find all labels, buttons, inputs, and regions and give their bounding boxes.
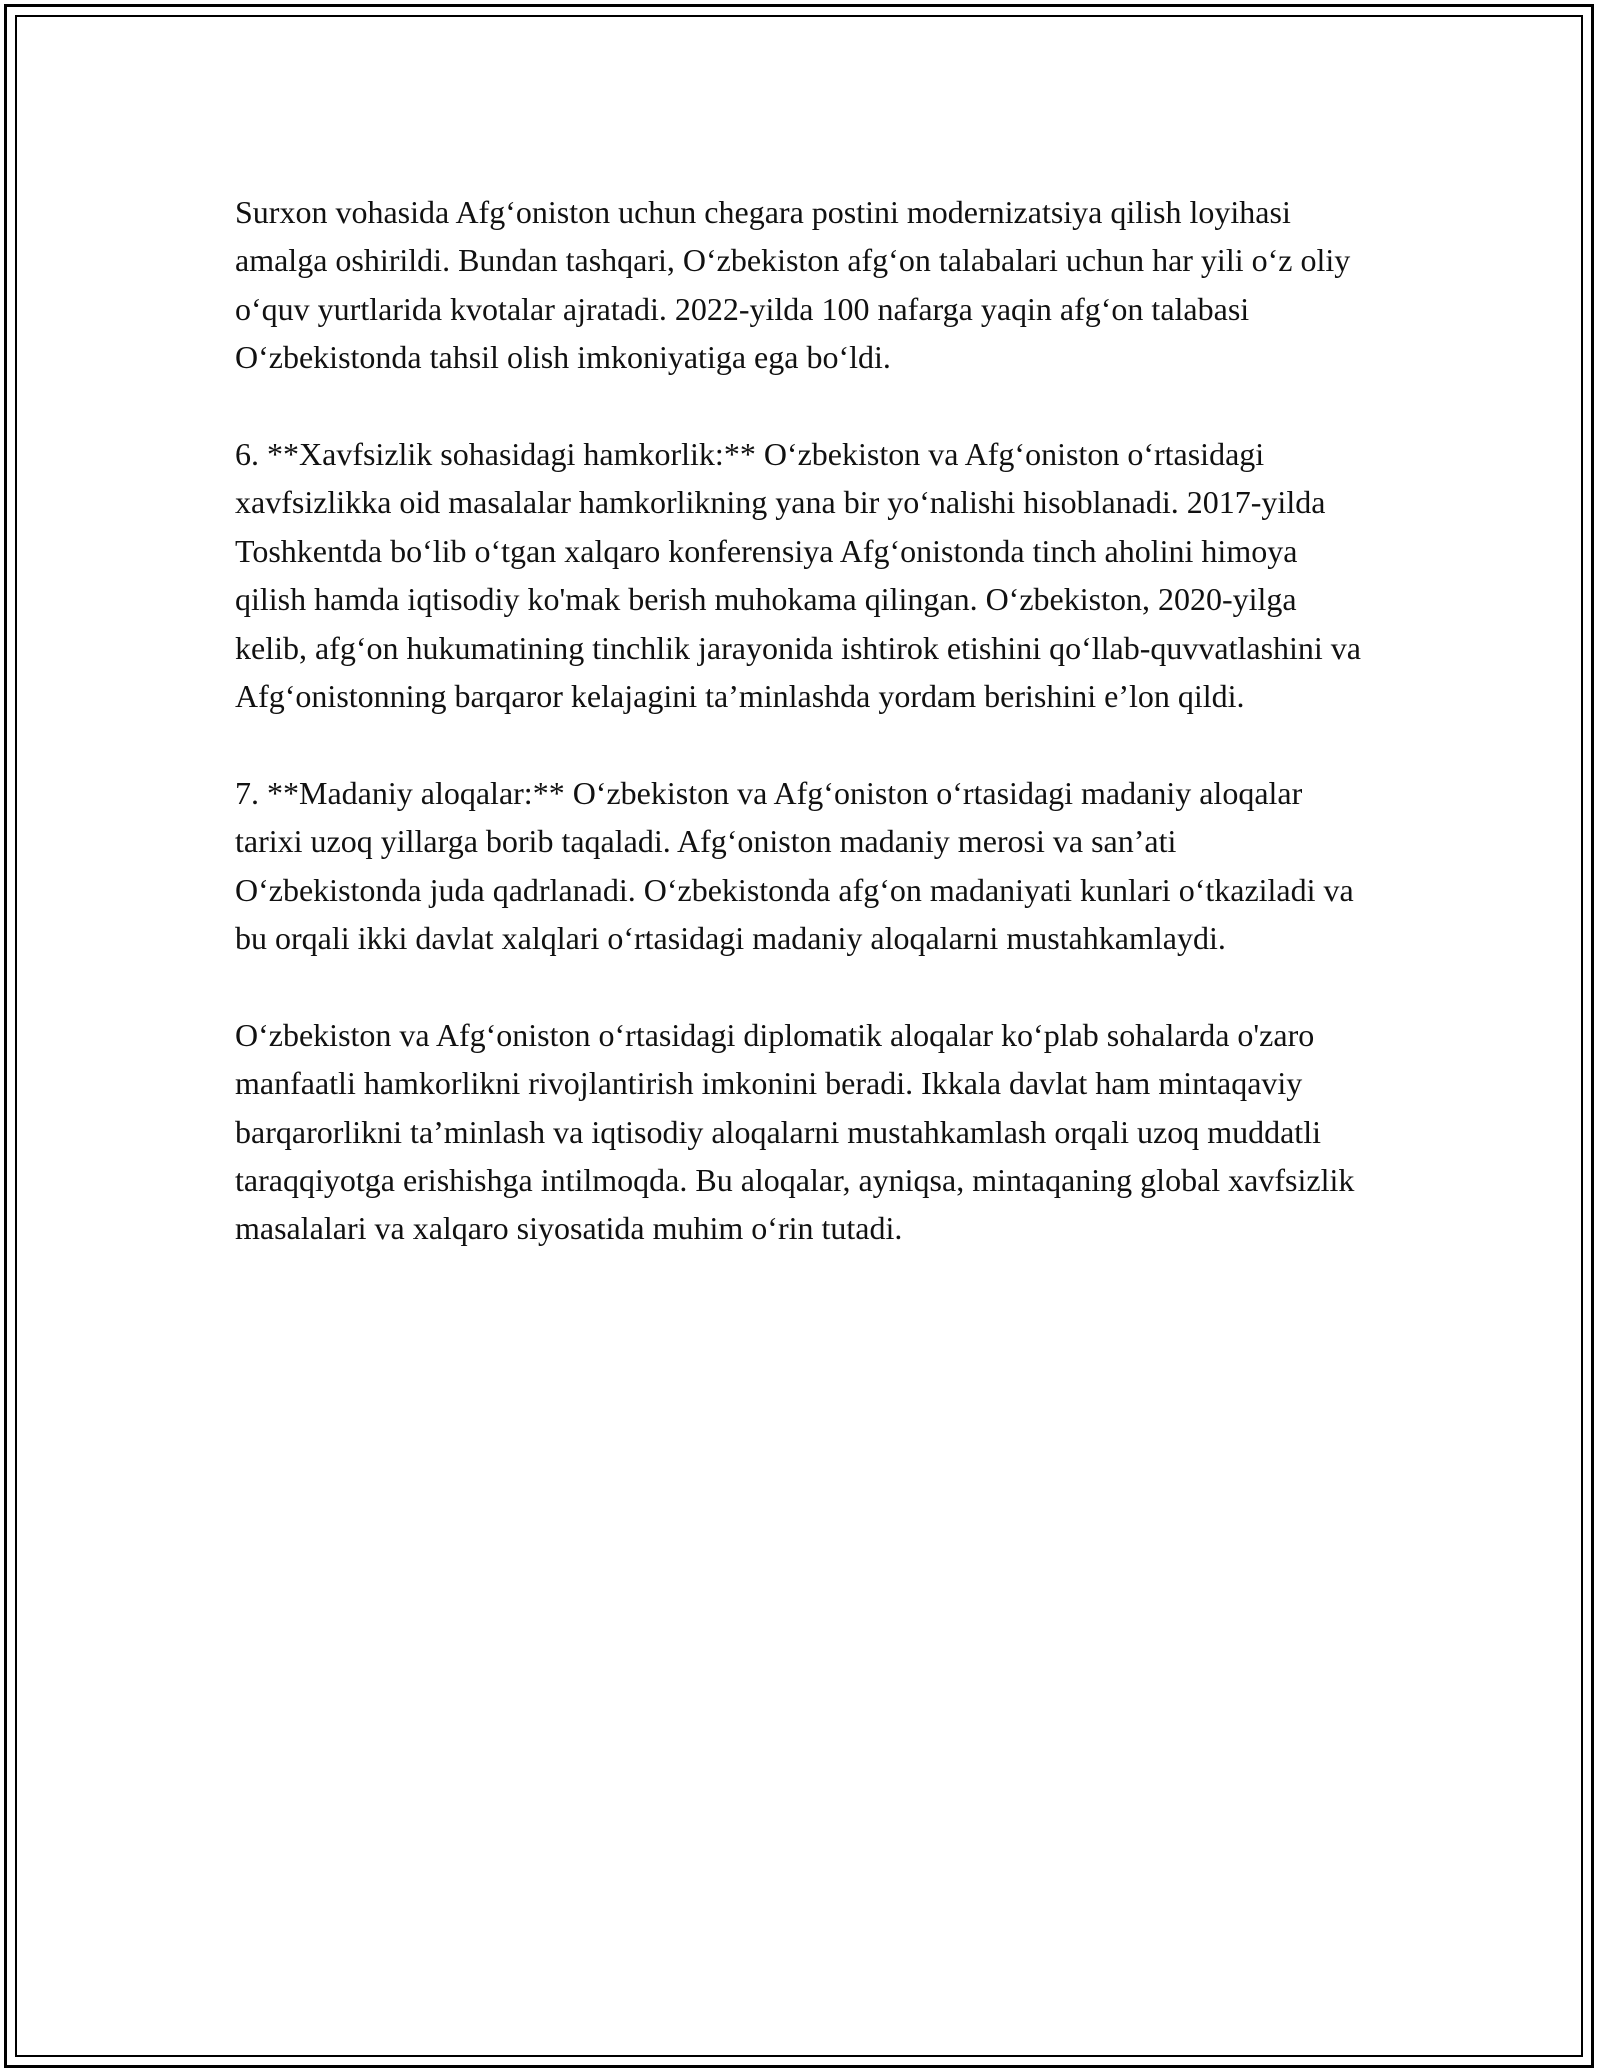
document-body [235,188,1365,1253]
paragraph-cultural-relations: 7. **Madaniy aloqalar:** O‘zbekiston va Afg‘oniston o‘rtasidagi madaniy aloqalar tarixi uzoq yillarga borib taqaladi. Afg‘oniston madaniy merosi va san’ati O‘zbekistonda juda qadrlanadi. O‘zbekistonda afg‘on madaniyati kunlari o‘tkaziladi va bu orqali ikki davlat xalqlari o‘rtasidagi madaniy aloqalarni mustahkamlaydi. [235,774,1354,957]
paragraph-border-post-and-quotas: Surxon vohasida Afg‘oniston uchun chegara postini modernizatsiya qilish loyihasi amalga oshirildi. Bundan tashqari, O‘zbekiston afg‘on talabalari uchun har yili o‘z oliy o‘quv yurtlarida kvotalar ajratadi. 2022-yilda 100 nafarga yaqin afg‘on talabasi O‘zbekistonda tahsil olish imkoniyatiga ega bo‘ldi. [235,194,1351,376]
paragraph-security-cooperation: 6. **Xavfsizlik sohasidagi hamkorlik:** O‘zbekiston va Afg‘oniston o‘rtasidagi xavfsizlikka oid masalalar hamkorlikning yana bir yo‘nalishi hisoblanadi. 2017-yilda Toshkentda bo‘lib o‘tgan xalqaro konferensiya Afg‘onistonda tinch aholini himoya qilish hamda iqtisodiy ko'mak berish muhokama qilingan. O‘zbekiston, 2020-yilga kelib, afg‘on hukumatining tinchlik jarayonida ishtirok etishini qo‘llab-quvvatlashini va Afg‘onistonning barqaror kelajagini ta’minlashda yordam berishini e’lon qildi. [235,436,1361,715]
paragraph-conclusion: O‘zbekiston va Afg‘oniston o‘rtasidagi diplomatik aloqalar ko‘plab sohalarda o'zaro manfaatli hamkorlikni rivojlantirish imkonini beradi. Ikkala davlat ham mintaqaviy barqarorlikni ta’minlash va iqtisodiy aloqalarni mustahkamlash orqali uzoq muddatli taraqqiyotga erishishga intilmoqda. Bu aloqalar, ayniqsa, mintaqaning global xavfsizlik masalalari va xalqaro siyosatida muhim o‘rin tutadi. [235,1016,1355,1247]
